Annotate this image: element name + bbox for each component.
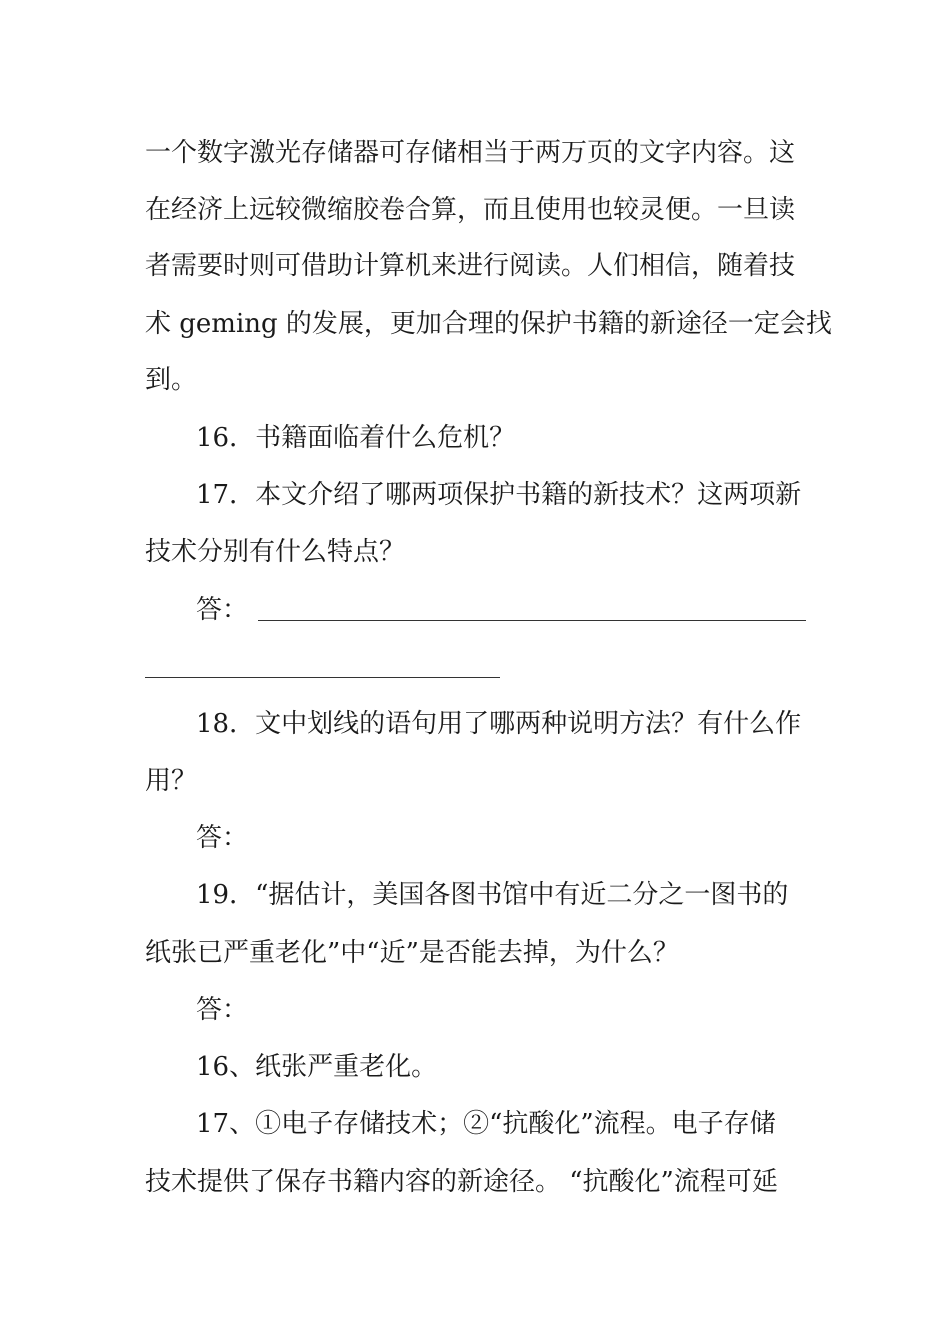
question-17-line-1: 17．本文介绍了哪两项保护书籍的新技术？这两项新 <box>196 480 802 510</box>
question-19-line-2: 纸张已严重老化”中“近”是否能去掉，为什么？ <box>145 938 679 968</box>
question-19-line-1: 19．“据估计，美国各图书馆中有近二分之一图书的 <box>196 880 789 910</box>
passage-line-3: 者需要时则可借助计算机来进行阅读。人们相信，随着技 <box>145 251 796 281</box>
answer-label-19: 答： <box>196 995 249 1025</box>
question-18-line-2: 用？ <box>145 766 198 796</box>
question-16: 16．书籍面临着什么危机？ <box>196 423 516 453</box>
answer-label-17: 答： <box>196 595 249 625</box>
answer-blank-line-2 <box>145 677 500 678</box>
answer-17-line-2: 技术提供了保存书籍内容的新途径。 “抗酸化”流程可延 <box>145 1167 778 1197</box>
answer-label-18: 答： <box>196 823 249 853</box>
answer-16: 16、纸张严重老化。 <box>196 1052 438 1082</box>
passage-line-4: 术 geming 的发展，更加合理的保护书籍的新途径一定会找 <box>145 309 832 339</box>
passage-line-5: 到。 <box>145 365 198 395</box>
answer-blank-line-1 <box>258 620 806 621</box>
answer-17-line-1: 17、①电子存储技术；②“抗酸化”流程。电子存储 <box>196 1109 776 1139</box>
passage-line-1: 一个数字激光存储器可存储相当于两万页的文字内容。这 <box>145 138 796 168</box>
passage-line-2: 在经济上远较微缩胶卷合算，而且使用也较灵便。一旦读 <box>145 195 796 225</box>
question-18-line-1: 18．文中划线的语句用了哪两种说明方法？有什么作 <box>196 709 802 739</box>
question-17-line-2: 技术分别有什么特点？ <box>145 537 406 567</box>
